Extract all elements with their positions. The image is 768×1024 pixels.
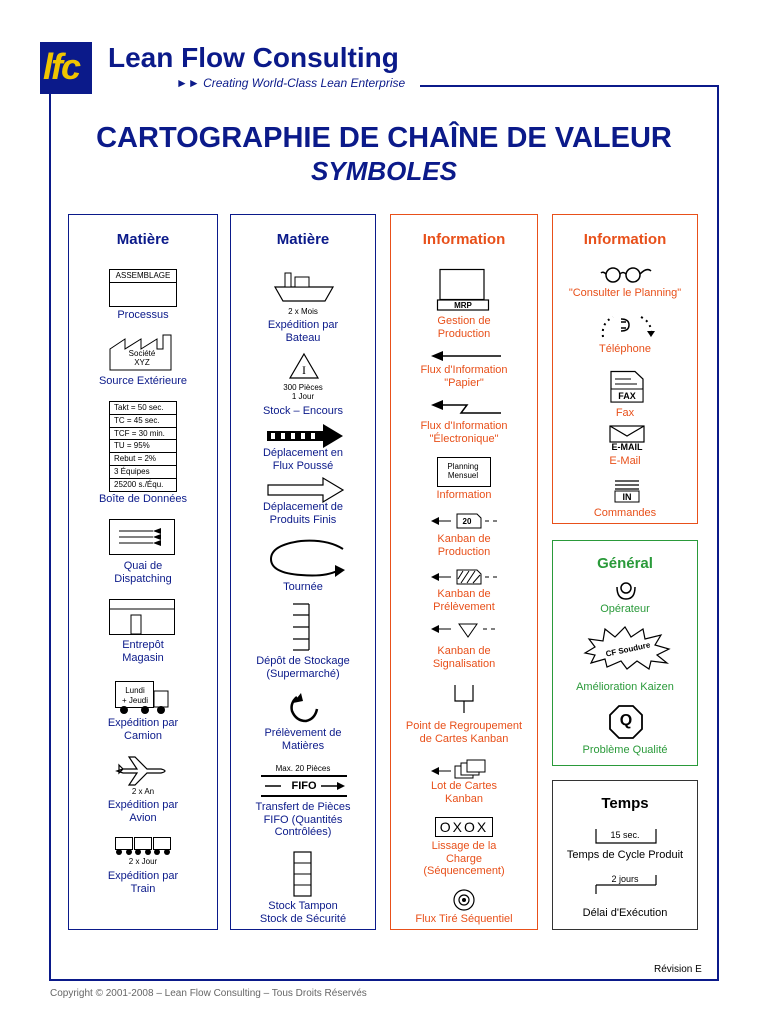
page-subtitle: SYMBOLES (311, 156, 457, 186)
tagline: ►► Creating World-Class Lean Enterprise (176, 76, 406, 90)
an-label: 2 x An (131, 787, 155, 796)
logo-text: lfc (43, 46, 80, 87)
warehouse-icon (109, 599, 175, 635)
operator-icon (615, 581, 637, 601)
column-matiere-1 (68, 214, 218, 930)
brand-name: Lean Flow Consulting (108, 42, 399, 73)
envelope-icon (609, 425, 645, 443)
boat-icon (273, 269, 335, 303)
data-row: 25200 s./Équ. (114, 479, 164, 489)
consulter-label: "Consulter le Planning" (568, 287, 682, 299)
general-box (552, 540, 698, 766)
planning-label: Planning Mensuel (447, 462, 479, 480)
mois-label: 2 x Mois (288, 307, 318, 316)
qualite-label: Problème Qualité (582, 744, 668, 756)
safety-stock-icon (293, 851, 313, 897)
pousse-label: Déplacement en Flux Poussé (262, 447, 344, 472)
column-heading: Information (583, 231, 667, 248)
avion-label: Expédition par Avion (107, 799, 179, 824)
papier-label: Flux d'Information "Papier" (420, 364, 508, 389)
column-heading: Information (422, 231, 506, 248)
withdrawal-kanban-icon (431, 569, 501, 585)
operateur-label: Opérateur (600, 603, 650, 615)
svg-text:I: I (302, 363, 306, 377)
revision-label: Révision E (654, 964, 702, 975)
airplane-icon (115, 755, 169, 785)
commandes-label: Commandes (593, 507, 657, 519)
email-label: E-Mail (609, 455, 641, 467)
sec-label: 15 sec. (610, 830, 640, 840)
milk-run-icon (267, 539, 347, 579)
fifo-label: FIFO (291, 780, 317, 792)
train-label: Expédition par Train (107, 870, 179, 895)
pieces-label: 300 Pièces 1 Jour (283, 383, 323, 401)
regroupement-label: Point de Regroupement de Cartes Kanban (405, 720, 523, 745)
glasses-icon (601, 265, 653, 283)
dock-icon (109, 519, 175, 555)
finis-label: Déplacement de Produits Finis (262, 501, 344, 526)
column-information-2 (552, 214, 698, 524)
kanban-post-icon (453, 683, 475, 715)
paper-flow-arrow-icon (431, 349, 501, 363)
lundi-label: Lundi + Jeudi (121, 686, 149, 705)
data-box-icon (109, 401, 177, 492)
column-heading: Matière (116, 231, 170, 248)
source-label: Source Extérieure (98, 375, 188, 387)
jour-label: 2 x Jour (128, 857, 158, 866)
tournee-label: Tournée (283, 581, 323, 593)
xyz-label: XYZ (134, 358, 150, 367)
kanban-prel-label: Kanban de Prélèvement (433, 588, 495, 613)
quai-label: Quai de Dispatching (114, 560, 172, 585)
column-information-1 (390, 214, 538, 930)
fax-icon-text: FAX (618, 391, 636, 401)
kanban-number: 20 (462, 517, 472, 526)
kanban-batch-icon (431, 759, 501, 779)
prelevement-label: Prélèvement de Matières (264, 727, 342, 752)
process-icon (109, 269, 177, 307)
column-matiere-2 (230, 214, 376, 930)
societe-label: Société (128, 349, 156, 358)
finished-goods-arrow-icon (267, 477, 345, 503)
kanban-sig-label: Kanban de Signalisation (432, 645, 496, 670)
sequential-pull-icon (453, 889, 475, 911)
bateau-label: Expédition par Bateau (267, 319, 339, 344)
kaizen-label: Amélioration Kaizen (576, 681, 674, 693)
in-icon-text: IN (622, 492, 632, 502)
jours-label: 2 jours (611, 874, 639, 884)
q-text: Q (619, 712, 633, 729)
flux-tire-label: Flux Tiré Séquentiel (415, 913, 513, 925)
depot-label: Dépôt de Stockage (Supermarché) (256, 655, 350, 680)
inventory-icon (289, 353, 319, 379)
stock-label: Stock – Encours (262, 405, 344, 417)
data-row: Rebut = 2% (110, 453, 176, 466)
supermarket-icon (289, 603, 319, 651)
electronic-flow-arrow-icon (431, 397, 501, 417)
mrp-label: MRP (454, 301, 472, 310)
push-arrow-icon (267, 423, 345, 449)
cycle-label: Temps de Cycle Produit (566, 849, 684, 861)
camion-label: Expédition par Camion (107, 717, 179, 742)
signal-kanban-icon (431, 623, 501, 639)
fax-label: Fax (615, 407, 635, 419)
data-row: 3 Équipes (110, 466, 176, 479)
frame-top-line (420, 85, 719, 87)
temps-box (552, 780, 698, 930)
page-title: CARTOGRAPHIE DE CHAÎNE DE VALEUR (96, 122, 672, 154)
tampon-label: Stock Tampon Stock de Sécurité (259, 900, 347, 925)
electronique-label: Flux d'Information "Électronique" (420, 420, 508, 445)
telephone-icon (599, 311, 655, 343)
processus-label: Processus (117, 309, 169, 321)
load-leveling-icon: OXOX (435, 817, 493, 837)
column-heading: Matière (276, 231, 330, 248)
data-row: TC = 45 sec. (110, 415, 176, 428)
data-row: TU = 95% (110, 440, 176, 453)
data-row: TCF = 30 min. (110, 428, 176, 441)
general-heading: Général (597, 555, 653, 572)
lissage-label: Lissage de la Charge (Séquencement) (423, 840, 505, 877)
email-icon-text: E-MAIL (611, 442, 643, 452)
train-icon (115, 835, 171, 857)
information-label: Information (436, 489, 492, 501)
assemblage-label: ASSEMBLAGE (110, 270, 176, 283)
data-row: Takt = 50 sec. (110, 402, 176, 415)
telephone-label: Téléphone (599, 343, 651, 355)
boite-label: Boîte de Données (98, 493, 188, 505)
max-label: Max. 20 Pièces (275, 764, 331, 773)
cf-soudure-text: CF Soudure (604, 640, 652, 659)
kanban-prod-label: Kanban de Production (437, 533, 491, 558)
lot-label: Lot de Cartes Kanban (430, 780, 498, 805)
gestion-label: Gestion de Production (437, 315, 491, 340)
entrepot-label: Entrepôt Magasin (122, 639, 164, 664)
copyright-notice: Copyright © 2001-2008 – Lean Flow Consulting – Tous Droits Réservés (50, 988, 367, 999)
withdrawal-icon (289, 693, 319, 723)
delai-label: Délai d'Exécution (582, 907, 668, 919)
transfert-label: Transfert de Pièces FIFO (Quantités Contrôlées) (255, 801, 351, 838)
temps-heading: Temps (601, 795, 649, 812)
